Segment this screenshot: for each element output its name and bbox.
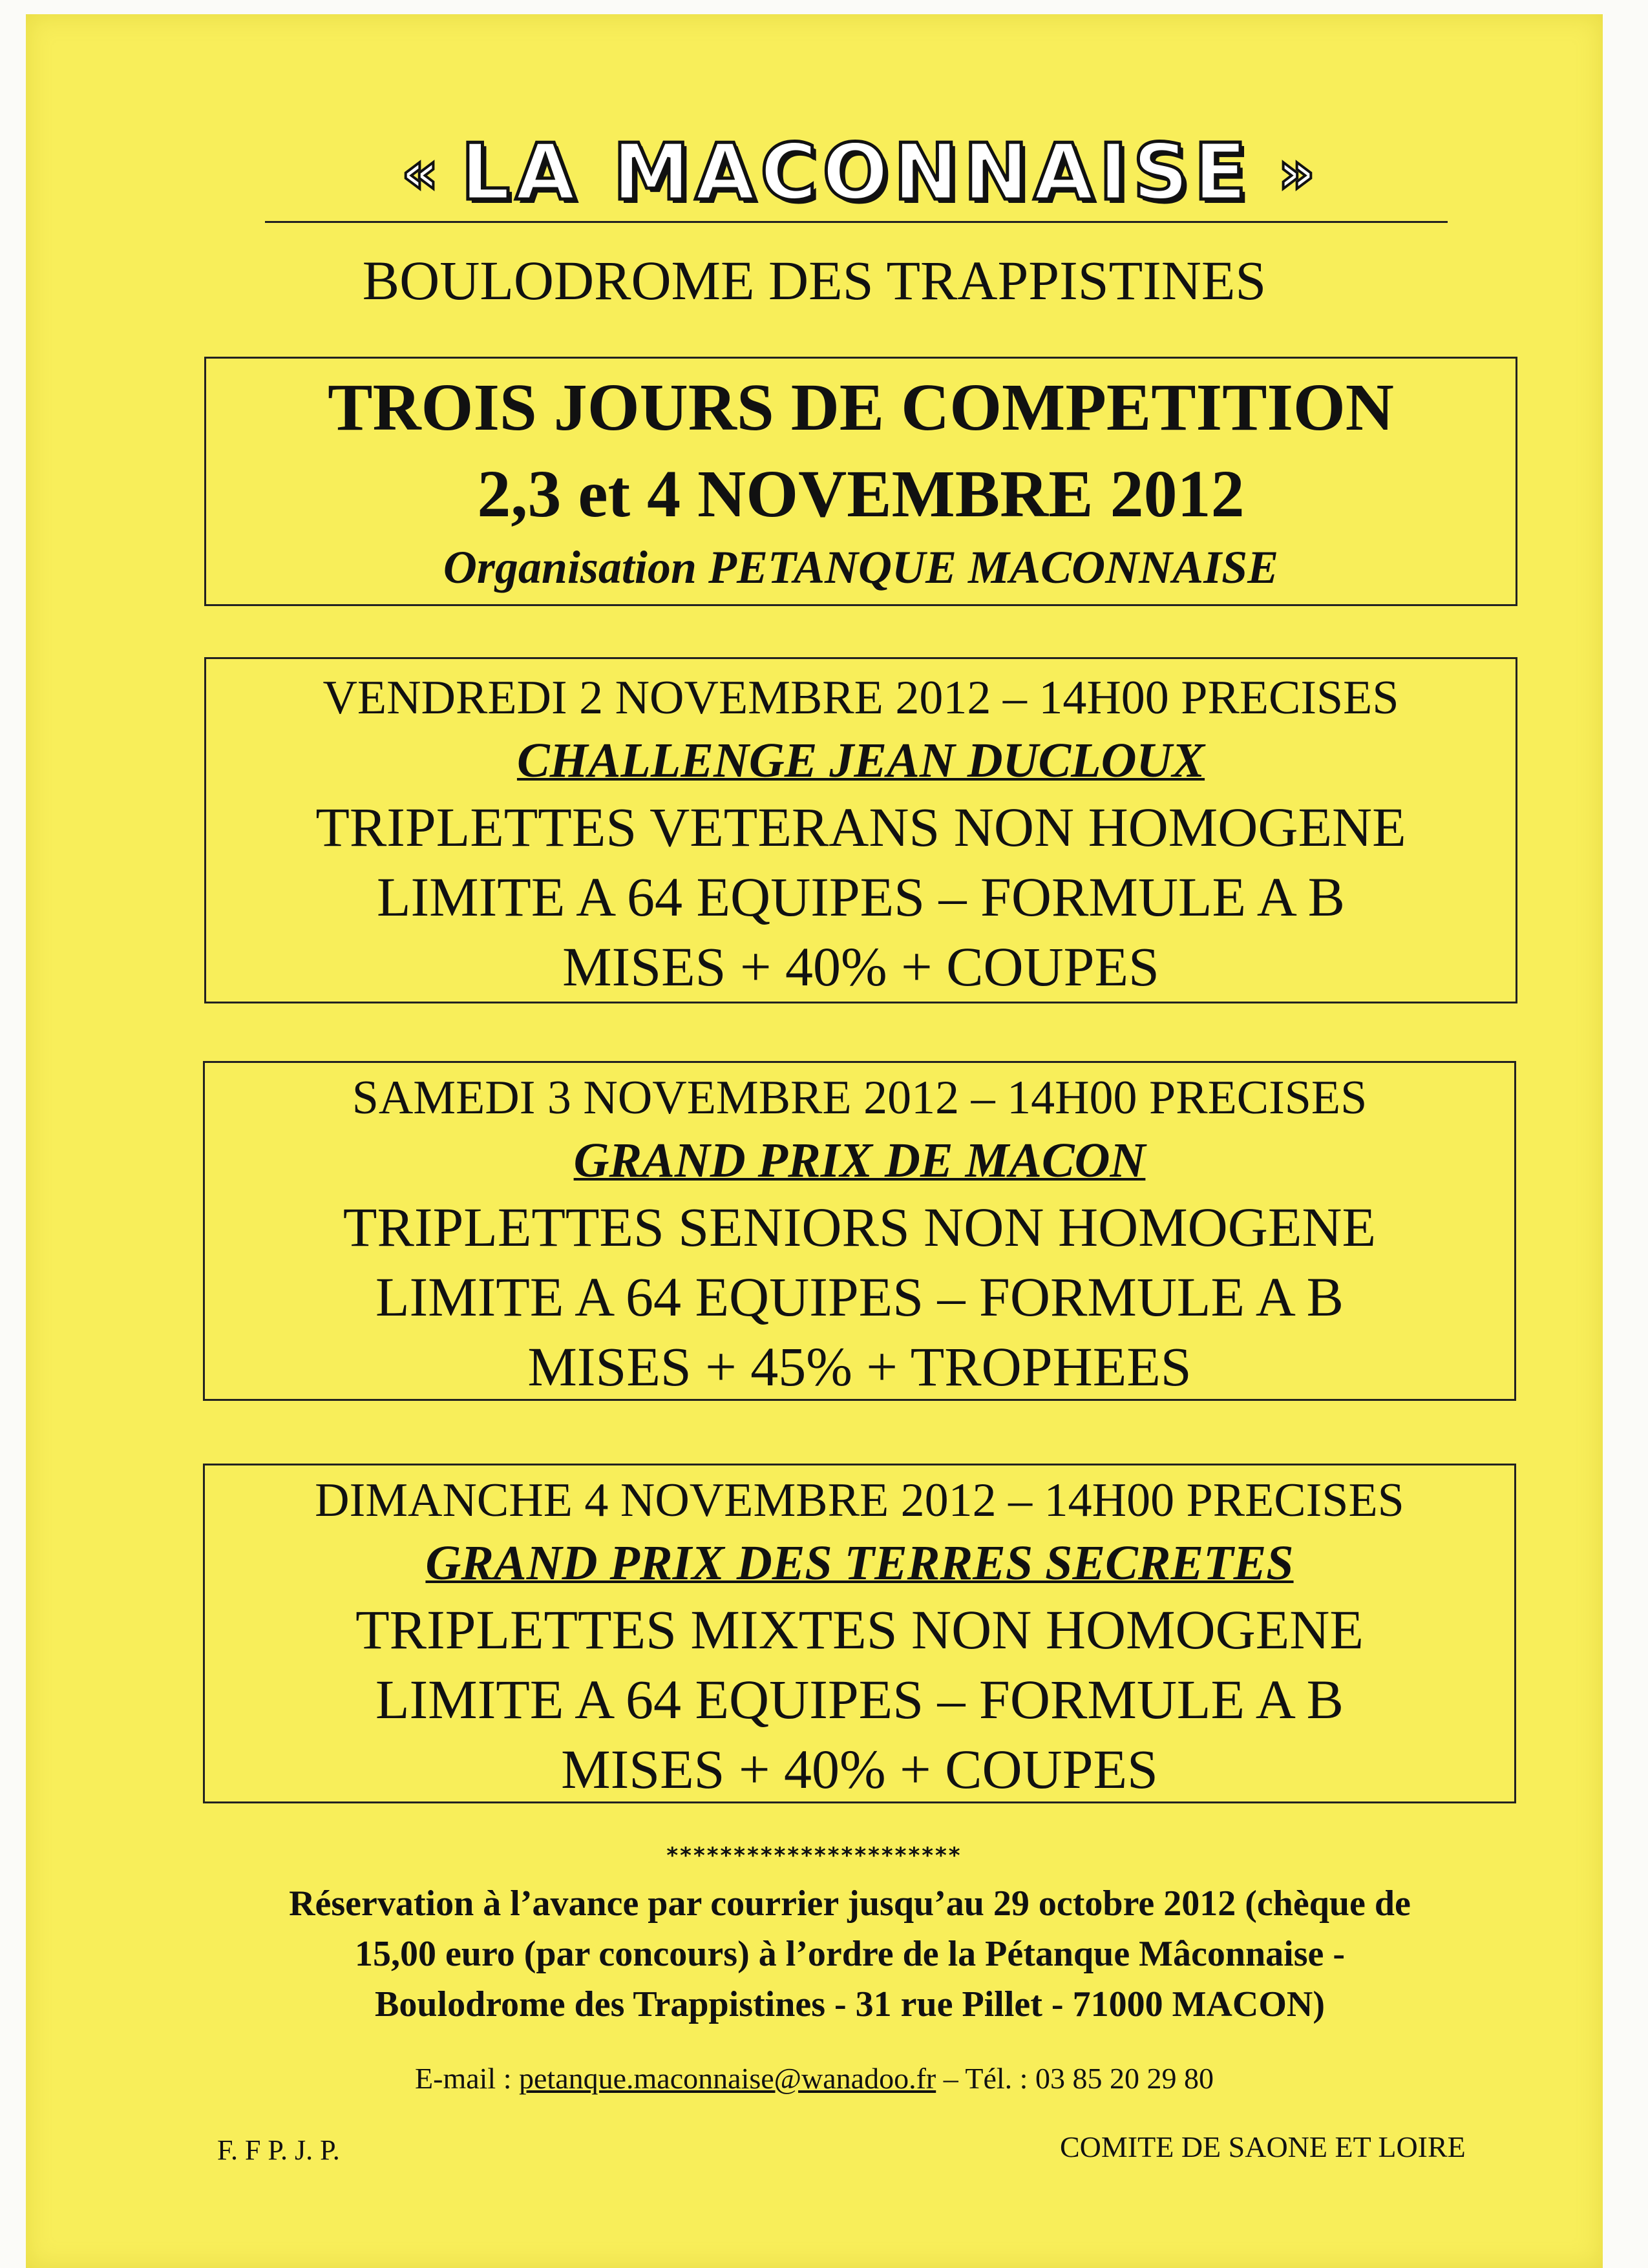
event-date: DIMANCHE 4 NOVEMBRE 2012 – 14H00 PRECISES: [315, 1474, 1404, 1527]
reservation-line-3: Boulodrome des Trappistines - 31 rue Pillet - 71000 MACON): [375, 1984, 1325, 2024]
email-label: E-mail :: [415, 2062, 512, 2095]
event-limit: LIMITE A 64 EQUIPES – FORMULE A B: [375, 1668, 1344, 1730]
intro-headline: TROIS JOURS DE COMPETITION: [328, 370, 1394, 445]
event-format: TRIPLETTES VETERANS NON HOMOGENE: [315, 796, 1406, 858]
federation-label: F. F P. J. P.: [217, 2134, 340, 2166]
contact-line: [26, 2061, 1603, 2095]
event-prizes: MISES + 40% + COUPES: [561, 1738, 1158, 1800]
event-name: CHALLENGE JEAN DUCLOUX: [516, 733, 1205, 788]
event-box-friday: [204, 657, 1517, 1003]
email-link[interactable]: petanque.maconnaise@wanadoo.fr: [519, 2062, 936, 2095]
flyer-sheet: [26, 14, 1603, 2268]
committee-label: COMITE DE SAONE ET LOIRE: [1060, 2130, 1466, 2163]
event-name: GRAND PRIX DES TERRES SECRETES: [425, 1536, 1294, 1590]
title-banner: [265, 124, 1448, 223]
event-prizes: MISES + 45% + TROPHEES: [527, 1336, 1192, 1398]
event-format: TRIPLETTES SENIORS NON HOMOGENE: [343, 1196, 1377, 1258]
intro-dates: 2,3 et 4 NOVEMBRE 2012: [477, 457, 1245, 531]
venue-subtitle: BOULODROME DES TRAPPISTINES: [362, 249, 1267, 311]
asterisk-separator: **********************: [666, 1843, 962, 1869]
flyer-title: LA MACONNAISE: [460, 127, 1252, 218]
intro-box: [204, 357, 1517, 606]
event-limit: LIMITE A 64 EQUIPES – FORMULE A B: [375, 1266, 1344, 1328]
reservation-line-1: Réservation à l’avance par courrier jusqu’au 29 octobre 2012 (chèque de: [289, 1884, 1411, 1924]
reservation-info: [187, 1878, 1512, 2030]
event-box-sunday: [203, 1464, 1516, 1803]
event-box-saturday: [203, 1061, 1516, 1401]
event-limit: LIMITE A 64 EQUIPES – FORMULE A B: [377, 866, 1345, 928]
reservation-line-2: 15,00 euro (par concours) à l’ordre de la Pétanque Mâconnaise -: [354, 1934, 1346, 1974]
phone-label: – Tél. :: [943, 2062, 1028, 2095]
event-prizes: MISES + 40% + COUPES: [562, 936, 1159, 998]
event-date: VENDREDI 2 NOVEMBRE 2012 – 14H00 PRECISES: [322, 671, 1399, 724]
intro-organizer: Organisation PETANQUE MACONNAISE: [443, 541, 1279, 593]
event-date: SAMEDI 3 NOVEMBRE 2012 – 14H00 PRECISES: [352, 1071, 1368, 1124]
event-name: GRAND PRIX DE MACON: [573, 1133, 1146, 1188]
open-guillemet: «: [401, 138, 435, 207]
event-format: TRIPLETTES MIXTES NON HOMOGENE: [355, 1599, 1364, 1661]
close-guillemet: »: [1278, 138, 1312, 207]
phone-number: 03 85 20 29 80: [1035, 2062, 1214, 2095]
